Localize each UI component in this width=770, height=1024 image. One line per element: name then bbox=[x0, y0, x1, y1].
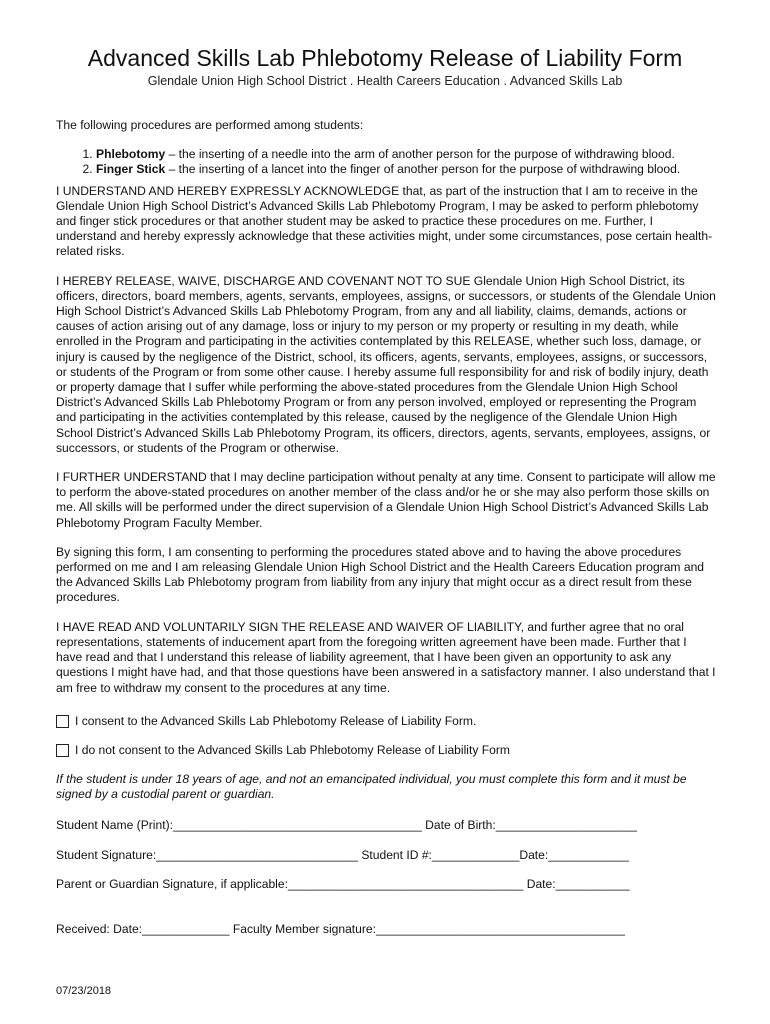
received-line[interactable]: Received: Date:_____________ Faculty Member signature:_____________________________________ bbox=[56, 922, 625, 936]
consent-option-yes[interactable] bbox=[56, 712, 476, 730]
footer-date: 07/23/2018 bbox=[56, 985, 112, 997]
minor-note: If the student is under 18 years of age, and not an emancipated individual, you must complete this form and it must be signed by a custodial parent or guardian. bbox=[56, 772, 687, 802]
consent-label: I consent to the Advanced Skills Lab Phlebotomy Release of Liability Form. bbox=[75, 714, 477, 728]
procedure-list bbox=[56, 147, 716, 177]
page-subtitle: Glendale Union High School District . Health Careers Education . Advanced Skills Lab bbox=[147, 74, 623, 88]
no-consent-checkbox[interactable] bbox=[56, 744, 69, 757]
consent-option-no[interactable] bbox=[56, 741, 510, 759]
further-understand-paragraph: I FURTHER UNDERSTAND that I may decline participation without penalty at any time. Consent to participate will allow me to perform the above-stated procedures on another member of the class and/or he or she may also perform those skills on me. All skills will be performed under the direct supervision of a Glendale Union High School District’s Advanced Skills Lab Phlebotomy Program Faculty Member. bbox=[56, 470, 716, 530]
procedure-term: Phlebotomy bbox=[96, 147, 166, 162]
procedure-item bbox=[96, 162, 716, 177]
consenting-paragraph: By signing this form, I am consenting to performing the procedures stated above and to having the above procedures performed on me and I am releasing Glendale Union High School District and the Health Careers Education program and the Advanced Skills Lab Phlebotomy program from liability from any injury that might occur as a direct result from these procedures. bbox=[56, 544, 705, 605]
procedure-term: Finger Stick bbox=[96, 162, 166, 177]
acknowledge-paragraph: I UNDERSTAND AND HEREBY EXPRESSLY ACKNOWLEDGE that, as part of the instruction that I am to receive in the Glendale Union High School District’s Advanced Skills Lab Phlebotomy Program, I may be asked to perform phlebotomy and finger stick procedures or that another student may be asked to practice these procedures on me. Further, I understand and hereby expressly acknowledge that these activities might, under some circumstances, pose certain health-related risks. bbox=[56, 183, 713, 259]
page-title: Advanced Skills Lab Phlebotomy Release of Liability Form bbox=[87, 45, 683, 71]
student-signature-line[interactable]: Student Signature:______________________________ Student ID #:_____________Date:____________ bbox=[56, 848, 629, 862]
read-and-sign-paragraph: I HAVE READ AND VOLUNTARILY SIGN THE RELEASE AND WAIVER OF LIABILITY, and further agree that no oral representations, statements of inducement apart from the foregoing written agreement have been made. Further that I have read and that I understand this release of liability agreement, that I have been given an opportunity to ask any questions I might have had, and that those questions have been answered in a satisfactory manner. I also understand that I am free to withdraw my consent to the procedures at any time. bbox=[56, 619, 716, 695]
student-name-line[interactable]: Student Name (Print):_____________________________________ Date of Birth:_____________________ bbox=[56, 818, 637, 832]
form-body bbox=[56, 118, 716, 710]
release-paragraph: I HEREBY RELEASE, WAIVE, DISCHARGE AND COVENANT NOT TO SUE Glendale Union High School District, its officers, directors, board members, agents, servants, employees, assigns, or successors, or students of the Glendale Union High School District’s Advanced Skills Lab Phlebotomy Program, from any and all liability, claims, demands, actions or causes of action arising out of any damage, loss or injury to my person or my property or resulting in my death, while enrolled in the Program and participating in the activities contemplated by this RELEASE, whether such loss, damage, or injury is caused by the negligence of the District, school, its officers, agents, servants, employees, assigns, or successors, or students of the Program or from some other cause. I hereby assume full responsibility for and risk of bodily injury, death or property damage that I suffer while performing the above-stated procedures from the Glendale Union High School District’s Advanced Skills Lab Phlebotomy Program or from any person involved, employed or representing the Program and participating in the activities contemplated by this release, caused by the negligence of the Glendale Union High School District’s Advanced Skills Lab Phlebotomy Program, its officers, directors, agents, servants, employees, assigns, or successors, or students of the Program or otherwise. bbox=[56, 273, 716, 455]
no-consent-label: I do not consent to the Advanced Skills Lab Phlebotomy Release of Liability Form bbox=[75, 743, 510, 757]
consent-checkbox[interactable] bbox=[56, 715, 69, 728]
procedure-item bbox=[96, 147, 716, 162]
parent-signature-line[interactable]: Parent or Guardian Signature, if applicable:___________________________________ Date:___________ bbox=[56, 877, 630, 891]
procedure-desc: – the inserting of a lancet into the finger of another person for the purpose of withdrawing blood. bbox=[165, 162, 681, 177]
procedure-desc: – the inserting of a needle into the arm of another person for the purpose of withdrawing blood. bbox=[165, 147, 675, 162]
intro-text: The following procedures are performed among students: bbox=[56, 118, 364, 132]
